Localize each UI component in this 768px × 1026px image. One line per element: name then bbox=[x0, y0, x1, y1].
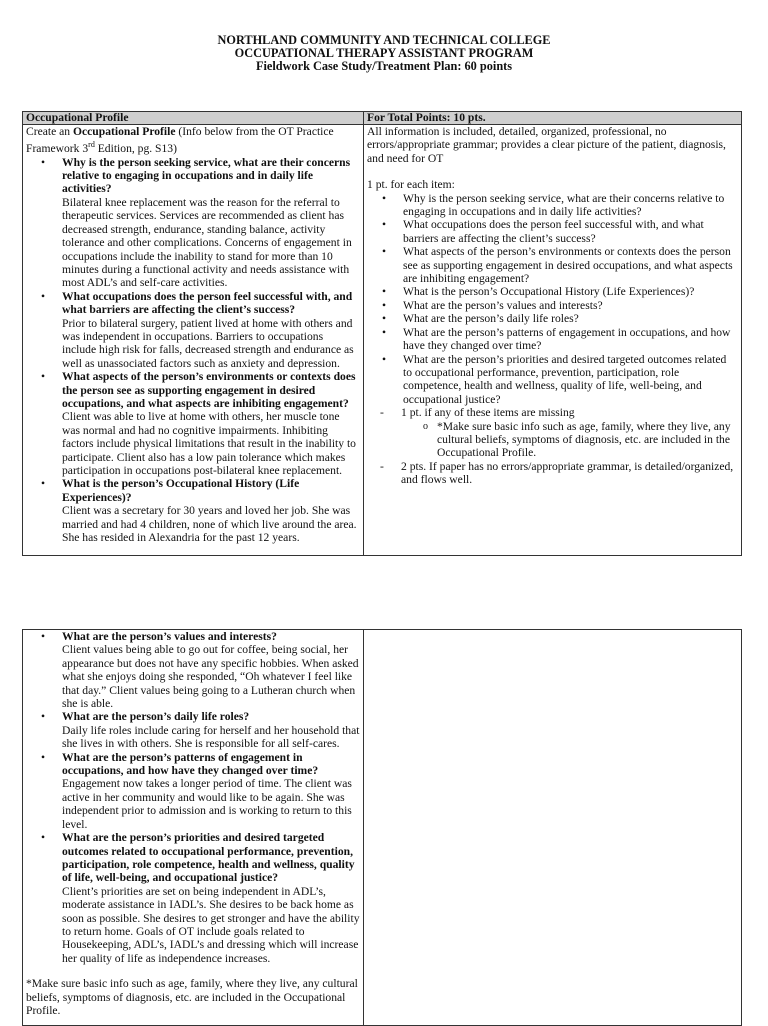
column-header-points: For Total Points: 10 pts. bbox=[364, 112, 742, 125]
intro-bold: Occupational Profile bbox=[73, 125, 176, 138]
profile-cell bbox=[23, 125, 364, 556]
list-item bbox=[62, 370, 360, 477]
table-body-row bbox=[23, 125, 742, 556]
profile-question-list-continued bbox=[26, 630, 360, 965]
intro-prefix: Create an bbox=[26, 125, 73, 138]
list-item bbox=[62, 831, 360, 965]
deduction-list bbox=[367, 406, 738, 486]
list-item: • What are the person’s values and interests? bbox=[403, 299, 738, 312]
intro-superscript: rd bbox=[88, 140, 95, 150]
column-header-profile: Occupational Profile bbox=[23, 112, 364, 125]
occupational-profile-table bbox=[22, 111, 742, 556]
deduction-missing-text: 1 pt. if any of these items are missing bbox=[401, 406, 575, 420]
profile-cell-continued bbox=[23, 630, 364, 1026]
intro-end: Edition, pg. S13) bbox=[94, 142, 177, 156]
list-item bbox=[62, 710, 360, 750]
question-text: • What are the person’s values and interests? bbox=[62, 630, 277, 643]
deduction-note: o *Make sure basic info such as age, family, where they live, any cultural beliefs, symptoms of diagnosis, etc. are included in the Occupational Profile. bbox=[437, 420, 738, 460]
deduction-sublist bbox=[401, 420, 738, 460]
criteria-each-label: 1 pt. for each item: bbox=[367, 178, 455, 192]
criteria-list bbox=[367, 192, 738, 407]
answer-text: Bilateral knee replacement was the reason for the referral to therapeutic services. Services are recommended as client has decreased strength, endurance, standing balance, activity tolerance and other complications. Concerns of engagement in occupations include the inability to stand for more than 10 minutes during a functional activity and needs assistance with most ADL’s and self-care activities. bbox=[62, 195, 352, 290]
list-item: • What occupations does the person feel successful with, and what barriers are affecting the client’s success? bbox=[403, 218, 738, 245]
question-text: • What are the person’s daily life roles? bbox=[62, 710, 250, 724]
list-item: • What are the person’s priorities and desired targeted outcomes related to occupational performance, prevention, participation, role competence, health and wellness, quality of life, well-being, and occupational justice? bbox=[403, 353, 738, 407]
answer-text: Client values being able to go out for coffee, being social, her appearance but does not have any specific hobbies. When asked what she enjoys doing she responded, “Oh whatever I feel like that day.” Client values being going to a Lutheran church when she is able. bbox=[62, 643, 359, 711]
question-text: • Why is the person seeking service, what are their concerns relative to engaging in occupations and in daily life activities? bbox=[62, 155, 351, 196]
assignment-title: Fieldwork Case Study/Treatment Plan: 60 points bbox=[255, 59, 513, 73]
question-text: • What are the person’s patterns of engagement in occupations, and how have they changed over time? bbox=[62, 750, 319, 778]
list-item: • What are the person’s patterns of engagement in occupations, and how have they changed over time? bbox=[403, 326, 738, 353]
document-header bbox=[0, 34, 768, 73]
answer-text: Engagement now takes a longer period of time. The client was active in her community and would like to be again. She was independent prior to admission and is working to return to this level. bbox=[62, 777, 352, 831]
table-header-row bbox=[23, 112, 742, 125]
list-item bbox=[62, 156, 360, 290]
program-name: OCCUPATIONAL THERAPY ASSISTANT PROGRAM bbox=[234, 46, 534, 60]
list-item: • What aspects of the person’s environments or contexts does the person see as supporting engagement in desired occupations, and what aspects are inhibiting engagement? bbox=[403, 245, 738, 285]
deduction-item: - 2 pts. If paper has no errors/appropriate grammar, is detailed/organized, and flows well. bbox=[401, 460, 738, 487]
list-item bbox=[62, 477, 360, 544]
college-name: NORTHLAND COMMUNITY AND TECHNICAL COLLEGE bbox=[217, 33, 551, 47]
question-text: • What are the person’s priorities and desired targeted outcomes related to occupational performance, prevention, participation, role competence, health and wellness, quality of life, well-being, and occupational justice? bbox=[62, 831, 355, 885]
profile-question-list bbox=[26, 156, 360, 545]
list-item: • What is the person’s Occupational History (Life Experiences)? bbox=[403, 285, 738, 298]
question-text: • What aspects of the person’s environments or contexts does the person see as supporting engagement in desired occupations, and what aspects are inhibiting engagement? bbox=[62, 370, 356, 410]
intro-rest: (Info below from the OT Practice Framework 3 bbox=[26, 125, 334, 156]
basic-info-note: *Make sure basic info such as age, family, where they live, any cultural beliefs, symptoms of diagnosis, etc. are included in the Occupational Profile. bbox=[26, 977, 358, 1017]
profile-intro bbox=[26, 125, 360, 156]
occupational-profile-continued-table bbox=[22, 629, 742, 1026]
list-item bbox=[62, 751, 360, 831]
question-text: • What is the person’s Occupational History (Life Experiences)? bbox=[62, 477, 300, 504]
deduction-item bbox=[401, 406, 738, 460]
list-item: • What are the person’s daily life roles? bbox=[403, 312, 738, 325]
criteria-intro: All information is included, detailed, organized, professional, no errors/appropriate grammar; provides a clear picture of the patient, diagnosis, and need for OT bbox=[367, 125, 726, 165]
grading-criteria-cell bbox=[364, 125, 742, 556]
answer-text: Client’s priorities are set on being independent in ADL’s, moderate assistance in IADL’s. She desires to be back home as soon as possible. She desires to get stronger and have the ability to return home. Goals of OT include goals related to Housekeeping, ADL’s, IADL’s and dressing which will increase her quality of life as independence increases. bbox=[62, 884, 360, 965]
list-item bbox=[62, 290, 360, 370]
list-item bbox=[62, 630, 360, 710]
answer-text: Daily life roles include caring for herself and her household that she lives in with others. She is responsible for all self-cares. bbox=[62, 723, 360, 751]
spacer bbox=[367, 165, 738, 178]
answer-text: Prior to bilateral surgery, patient lived at home with others and was independent in occupations. Barriers to occupations include high risk for falls, decreased strength and endurance as well as unassociated factors such as anxiety and depression. bbox=[62, 316, 354, 370]
question-text: • What occupations does the person feel successful with, and what barriers are affecting the client’s success? bbox=[62, 289, 353, 317]
answer-text: Client was able to live at home with others, her muscle tone was normal and had no cognitive impairments. Inhibiting factors include physical limitations that result in the inability to participate. Client also has a low pain tolerance which makes participation in occupations post-bilateral knee replacement. bbox=[62, 410, 356, 478]
answer-text: Client was a secretary for 30 years and loved her job. She was married and had 4 children, none of which live around the area. She has resided in Alexandria for the past 12 years. bbox=[62, 504, 357, 545]
list-item: • Why is the person seeking service, what are their concerns relative to engaging in occupations and in daily life activities? bbox=[403, 192, 738, 219]
table-body-row bbox=[23, 630, 742, 1026]
empty-criteria-cell bbox=[364, 630, 742, 1026]
